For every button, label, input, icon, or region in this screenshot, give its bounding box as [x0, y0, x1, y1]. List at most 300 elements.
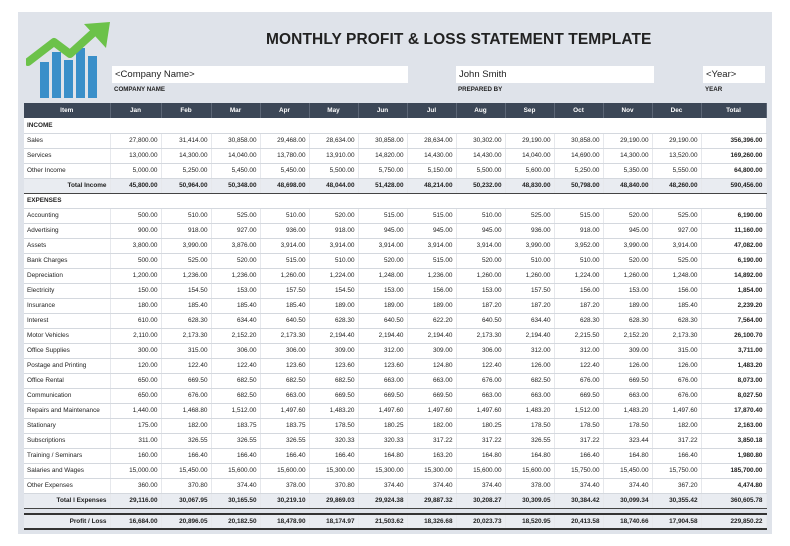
- month-value-cell[interactable]: 374.40: [554, 478, 603, 493]
- month-value-cell[interactable]: 628.30: [554, 313, 603, 328]
- month-value-cell[interactable]: 306.00: [456, 343, 505, 358]
- row-total-cell[interactable]: 17,870.40: [701, 403, 766, 418]
- month-value-cell[interactable]: 634.40: [211, 313, 260, 328]
- month-value-cell[interactable]: 1,440.00: [110, 403, 161, 418]
- month-value-cell[interactable]: 1,468.80: [161, 403, 211, 418]
- month-value-cell[interactable]: 50,798.00: [554, 178, 603, 193]
- month-value-cell[interactable]: 1,512.00: [211, 403, 260, 418]
- month-value-cell[interactable]: 1,497.60: [358, 403, 407, 418]
- month-value-cell[interactable]: 14,300.00: [161, 148, 211, 163]
- month-value-cell[interactable]: 157.50: [260, 283, 309, 298]
- month-value-cell[interactable]: 166.40: [309, 448, 358, 463]
- month-value-cell[interactable]: 2,173.30: [456, 328, 505, 343]
- month-value-cell[interactable]: 918.00: [554, 223, 603, 238]
- month-value-cell[interactable]: 945.00: [456, 223, 505, 238]
- month-value-cell[interactable]: 311.00: [110, 433, 161, 448]
- row-total-cell[interactable]: 2,239.20: [701, 298, 766, 313]
- month-value-cell[interactable]: 515.00: [407, 253, 456, 268]
- month-value-cell[interactable]: 525.00: [211, 208, 260, 223]
- month-value-cell[interactable]: 5,250.00: [161, 163, 211, 178]
- year-field[interactable]: <Year>: [703, 66, 765, 83]
- month-value-cell[interactable]: 29,887.32: [407, 493, 456, 508]
- month-value-cell[interactable]: 1,497.60: [407, 403, 456, 418]
- row-label[interactable]: Other Expenses: [24, 478, 110, 493]
- month-value-cell[interactable]: 30,355.42: [652, 493, 701, 508]
- month-value-cell[interactable]: 520.00: [309, 208, 358, 223]
- month-value-cell[interactable]: 29,116.00: [110, 493, 161, 508]
- row-label[interactable]: Repairs and Maintenance: [24, 403, 110, 418]
- month-value-cell[interactable]: 520.00: [456, 253, 505, 268]
- month-value-cell[interactable]: 178.50: [603, 418, 652, 433]
- month-value-cell[interactable]: 520.00: [603, 253, 652, 268]
- month-value-cell[interactable]: 2,173.30: [161, 328, 211, 343]
- month-value-cell[interactable]: 2,194.40: [407, 328, 456, 343]
- month-value-cell[interactable]: 28,634.00: [309, 133, 358, 148]
- month-value-cell[interactable]: 2,152.20: [603, 328, 652, 343]
- month-value-cell[interactable]: 640.50: [358, 313, 407, 328]
- month-value-cell[interactable]: 927.00: [652, 223, 701, 238]
- month-value-cell[interactable]: 30,067.95: [161, 493, 211, 508]
- month-value-cell[interactable]: 50,232.00: [456, 178, 505, 193]
- month-value-cell[interactable]: 663.00: [260, 388, 309, 403]
- row-label[interactable]: Bank Charges: [24, 253, 110, 268]
- row-label[interactable]: Stationary: [24, 418, 110, 433]
- month-value-cell[interactable]: 370.80: [161, 478, 211, 493]
- row-total-cell[interactable]: 169,260.00: [701, 148, 766, 163]
- month-value-cell[interactable]: 650.00: [110, 373, 161, 388]
- month-value-cell[interactable]: 515.00: [407, 208, 456, 223]
- month-value-cell[interactable]: 153.00: [211, 283, 260, 298]
- month-value-cell[interactable]: 29,190.00: [652, 133, 701, 148]
- month-value-cell[interactable]: 153.00: [358, 283, 407, 298]
- month-value-cell[interactable]: 164.80: [456, 448, 505, 463]
- month-value-cell[interactable]: 126.00: [505, 358, 554, 373]
- month-value-cell[interactable]: 628.30: [309, 313, 358, 328]
- month-value-cell[interactable]: 312.00: [554, 343, 603, 358]
- month-value-cell[interactable]: 374.40: [211, 478, 260, 493]
- month-value-cell[interactable]: 123.60: [309, 358, 358, 373]
- month-value-cell[interactable]: 374.40: [456, 478, 505, 493]
- month-value-cell[interactable]: 2,194.40: [358, 328, 407, 343]
- month-value-cell[interactable]: 2,110.00: [110, 328, 161, 343]
- month-value-cell[interactable]: 29,468.00: [260, 133, 309, 148]
- month-value-cell[interactable]: 27,800.00: [110, 133, 161, 148]
- month-value-cell[interactable]: 1,497.60: [456, 403, 505, 418]
- month-value-cell[interactable]: 682.50: [211, 373, 260, 388]
- month-value-cell[interactable]: 156.00: [652, 283, 701, 298]
- month-value-cell[interactable]: 189.00: [358, 298, 407, 313]
- month-value-cell[interactable]: 1,200.00: [110, 268, 161, 283]
- month-value-cell[interactable]: 20,896.05: [161, 514, 211, 529]
- month-value-cell[interactable]: 650.00: [110, 388, 161, 403]
- month-value-cell[interactable]: 640.50: [260, 313, 309, 328]
- month-value-cell[interactable]: 945.00: [603, 223, 652, 238]
- month-value-cell[interactable]: 309.00: [603, 343, 652, 358]
- month-value-cell[interactable]: 15,450.00: [161, 463, 211, 478]
- month-value-cell[interactable]: 14,040.00: [505, 148, 554, 163]
- month-value-cell[interactable]: 1,224.00: [309, 268, 358, 283]
- month-value-cell[interactable]: 374.40: [603, 478, 652, 493]
- month-value-cell[interactable]: 669.50: [554, 388, 603, 403]
- month-value-cell[interactable]: 5,150.00: [407, 163, 456, 178]
- month-value-cell[interactable]: 320.33: [358, 433, 407, 448]
- month-value-cell[interactable]: 320.33: [309, 433, 358, 448]
- row-total-cell[interactable]: 64,800.00: [701, 163, 766, 178]
- month-value-cell[interactable]: 187.20: [456, 298, 505, 313]
- row-total-cell[interactable]: 1,483.20: [701, 358, 766, 373]
- month-value-cell[interactable]: 14,690.00: [554, 148, 603, 163]
- month-value-cell[interactable]: 126.00: [652, 358, 701, 373]
- month-value-cell[interactable]: 15,600.00: [505, 463, 554, 478]
- prepared-by-field[interactable]: John Smith: [456, 66, 654, 83]
- row-label[interactable]: Total l Expenses: [24, 493, 110, 508]
- month-value-cell[interactable]: 326.55: [260, 433, 309, 448]
- month-value-cell[interactable]: 30,165.50: [211, 493, 260, 508]
- month-value-cell[interactable]: 669.50: [309, 388, 358, 403]
- month-value-cell[interactable]: 15,300.00: [358, 463, 407, 478]
- month-value-cell[interactable]: 3,952.00: [554, 238, 603, 253]
- month-value-cell[interactable]: 315.00: [652, 343, 701, 358]
- row-label[interactable]: Electricity: [24, 283, 110, 298]
- month-value-cell[interactable]: 122.40: [456, 358, 505, 373]
- month-value-cell[interactable]: 927.00: [211, 223, 260, 238]
- month-value-cell[interactable]: 610.00: [110, 313, 161, 328]
- month-value-cell[interactable]: 515.00: [358, 208, 407, 223]
- month-value-cell[interactable]: 5,450.00: [260, 163, 309, 178]
- row-total-cell[interactable]: 1,980.80: [701, 448, 766, 463]
- month-value-cell[interactable]: 15,600.00: [211, 463, 260, 478]
- month-value-cell[interactable]: 29,190.00: [603, 133, 652, 148]
- month-value-cell[interactable]: 15,300.00: [407, 463, 456, 478]
- month-value-cell[interactable]: 150.00: [110, 283, 161, 298]
- month-value-cell[interactable]: 1,236.00: [407, 268, 456, 283]
- month-value-cell[interactable]: 3,914.00: [260, 238, 309, 253]
- month-value-cell[interactable]: 945.00: [407, 223, 456, 238]
- month-value-cell[interactable]: 936.00: [505, 223, 554, 238]
- month-value-cell[interactable]: 500.00: [110, 208, 161, 223]
- month-value-cell[interactable]: 326.55: [505, 433, 554, 448]
- month-value-cell[interactable]: 3,876.00: [211, 238, 260, 253]
- row-total-cell[interactable]: 356,396.00: [701, 133, 766, 148]
- month-value-cell[interactable]: 309.00: [407, 343, 456, 358]
- month-value-cell[interactable]: 312.00: [358, 343, 407, 358]
- month-value-cell[interactable]: 5,000.00: [110, 163, 161, 178]
- month-value-cell[interactable]: 1,248.00: [652, 268, 701, 283]
- month-value-cell[interactable]: 182.00: [161, 418, 211, 433]
- month-value-cell[interactable]: 18,520.95: [505, 514, 554, 529]
- month-value-cell[interactable]: 2,152.20: [211, 328, 260, 343]
- month-value-cell[interactable]: 178.50: [505, 418, 554, 433]
- month-value-cell[interactable]: 525.00: [161, 253, 211, 268]
- month-value-cell[interactable]: 5,250.00: [554, 163, 603, 178]
- month-value-cell[interactable]: 5,500.00: [309, 163, 358, 178]
- month-value-cell[interactable]: 1,260.00: [603, 268, 652, 283]
- month-value-cell[interactable]: 166.40: [554, 448, 603, 463]
- row-total-cell[interactable]: 590,456.00: [701, 178, 766, 193]
- month-value-cell[interactable]: 3,914.00: [652, 238, 701, 253]
- month-value-cell[interactable]: 1,483.20: [603, 403, 652, 418]
- month-value-cell[interactable]: 153.00: [603, 283, 652, 298]
- month-value-cell[interactable]: 18,478.90: [260, 514, 309, 529]
- row-total-cell[interactable]: 47,082.00: [701, 238, 766, 253]
- month-value-cell[interactable]: 30,309.05: [505, 493, 554, 508]
- month-value-cell[interactable]: 663.00: [505, 388, 554, 403]
- month-value-cell[interactable]: 16,684.00: [110, 514, 161, 529]
- month-value-cell[interactable]: 525.00: [652, 253, 701, 268]
- month-value-cell[interactable]: 326.55: [211, 433, 260, 448]
- month-value-cell[interactable]: 15,300.00: [309, 463, 358, 478]
- month-value-cell[interactable]: 510.00: [456, 208, 505, 223]
- month-value-cell[interactable]: 20,182.50: [211, 514, 260, 529]
- month-value-cell[interactable]: 1,497.60: [260, 403, 309, 418]
- row-total-cell[interactable]: 3,711.00: [701, 343, 766, 358]
- row-total-cell[interactable]: 185,700.00: [701, 463, 766, 478]
- month-value-cell[interactable]: 185.40: [652, 298, 701, 313]
- month-value-cell[interactable]: 1,483.20: [505, 403, 554, 418]
- month-value-cell[interactable]: 525.00: [652, 208, 701, 223]
- month-value-cell[interactable]: 5,500.00: [456, 163, 505, 178]
- month-value-cell[interactable]: 156.00: [554, 283, 603, 298]
- month-value-cell[interactable]: 510.00: [554, 253, 603, 268]
- month-value-cell[interactable]: 178.50: [554, 418, 603, 433]
- month-value-cell[interactable]: 157.50: [505, 283, 554, 298]
- row-label[interactable]: Training / Seminars: [24, 448, 110, 463]
- month-value-cell[interactable]: 180.00: [110, 298, 161, 313]
- month-value-cell[interactable]: 326.55: [161, 433, 211, 448]
- month-value-cell[interactable]: 15,000.00: [110, 463, 161, 478]
- month-value-cell[interactable]: 1,248.00: [358, 268, 407, 283]
- month-value-cell[interactable]: 370.80: [309, 478, 358, 493]
- row-total-cell[interactable]: 26,100.70: [701, 328, 766, 343]
- month-value-cell[interactable]: 374.40: [407, 478, 456, 493]
- month-value-cell[interactable]: 14,820.00: [358, 148, 407, 163]
- month-value-cell[interactable]: 48,214.00: [407, 178, 456, 193]
- month-value-cell[interactable]: 1,260.00: [456, 268, 505, 283]
- month-value-cell[interactable]: 669.50: [407, 388, 456, 403]
- month-value-cell[interactable]: 300.00: [110, 343, 161, 358]
- month-value-cell[interactable]: 515.00: [260, 253, 309, 268]
- month-value-cell[interactable]: 3,914.00: [407, 238, 456, 253]
- month-value-cell[interactable]: 676.00: [456, 373, 505, 388]
- month-value-cell[interactable]: 628.30: [652, 313, 701, 328]
- month-value-cell[interactable]: 183.75: [260, 418, 309, 433]
- row-label[interactable]: Insurance: [24, 298, 110, 313]
- month-value-cell[interactable]: 323.44: [603, 433, 652, 448]
- month-value-cell[interactable]: 682.50: [211, 388, 260, 403]
- month-value-cell[interactable]: 154.50: [161, 283, 211, 298]
- month-value-cell[interactable]: 5,750.00: [358, 163, 407, 178]
- month-value-cell[interactable]: 48,260.00: [652, 178, 701, 193]
- month-value-cell[interactable]: 122.40: [211, 358, 260, 373]
- month-value-cell[interactable]: 178.50: [309, 418, 358, 433]
- month-value-cell[interactable]: 640.50: [456, 313, 505, 328]
- row-total-cell[interactable]: 8,027.50: [701, 388, 766, 403]
- month-value-cell[interactable]: 663.00: [456, 388, 505, 403]
- row-total-cell[interactable]: 2,163.00: [701, 418, 766, 433]
- month-value-cell[interactable]: 3,990.00: [161, 238, 211, 253]
- month-value-cell[interactable]: 183.75: [211, 418, 260, 433]
- month-value-cell[interactable]: 5,350.00: [603, 163, 652, 178]
- month-value-cell[interactable]: 180.25: [456, 418, 505, 433]
- month-value-cell[interactable]: 367.20: [652, 478, 701, 493]
- month-value-cell[interactable]: 936.00: [260, 223, 309, 238]
- month-value-cell[interactable]: 18,740.66: [603, 514, 652, 529]
- month-value-cell[interactable]: 1,260.00: [260, 268, 309, 283]
- row-label[interactable]: Other Income: [24, 163, 110, 178]
- month-value-cell[interactable]: 123.60: [260, 358, 309, 373]
- row-label[interactable]: Services: [24, 148, 110, 163]
- row-label[interactable]: Motor Vehicles: [24, 328, 110, 343]
- month-value-cell[interactable]: 18,174.97: [309, 514, 358, 529]
- row-total-cell[interactable]: 8,073.00: [701, 373, 766, 388]
- row-label[interactable]: Depreciation: [24, 268, 110, 283]
- month-value-cell[interactable]: 166.40: [211, 448, 260, 463]
- month-value-cell[interactable]: 156.00: [407, 283, 456, 298]
- company-name-field[interactable]: <Company Name>: [112, 66, 408, 83]
- month-value-cell[interactable]: 2,194.40: [309, 328, 358, 343]
- month-value-cell[interactable]: 163.20: [407, 448, 456, 463]
- month-value-cell[interactable]: 1,497.60: [652, 403, 701, 418]
- row-label[interactable]: Advertising: [24, 223, 110, 238]
- month-value-cell[interactable]: 628.30: [603, 313, 652, 328]
- month-value-cell[interactable]: 515.00: [554, 208, 603, 223]
- month-value-cell[interactable]: 30,384.42: [554, 493, 603, 508]
- month-value-cell[interactable]: 30,858.00: [211, 133, 260, 148]
- row-total-cell[interactable]: 11,160.00: [701, 223, 766, 238]
- month-value-cell[interactable]: 185.40: [211, 298, 260, 313]
- month-value-cell[interactable]: 3,914.00: [358, 238, 407, 253]
- month-value-cell[interactable]: 2,215.50: [554, 328, 603, 343]
- month-value-cell[interactable]: 3,800.00: [110, 238, 161, 253]
- month-value-cell[interactable]: 164.80: [603, 448, 652, 463]
- month-value-cell[interactable]: 29,190.00: [505, 133, 554, 148]
- month-value-cell[interactable]: 14,430.00: [407, 148, 456, 163]
- row-total-cell[interactable]: 6,190.00: [701, 253, 766, 268]
- month-value-cell[interactable]: 3,914.00: [456, 238, 505, 253]
- row-total-cell[interactable]: 14,892.00: [701, 268, 766, 283]
- row-label[interactable]: Subscriptions: [24, 433, 110, 448]
- month-value-cell[interactable]: 520.00: [603, 208, 652, 223]
- month-value-cell[interactable]: 175.00: [110, 418, 161, 433]
- month-value-cell[interactable]: 48,698.00: [260, 178, 309, 193]
- month-value-cell[interactable]: 682.50: [260, 373, 309, 388]
- month-value-cell[interactable]: 189.00: [407, 298, 456, 313]
- month-value-cell[interactable]: 13,000.00: [110, 148, 161, 163]
- row-label[interactable]: Sales: [24, 133, 110, 148]
- month-value-cell[interactable]: 510.00: [260, 208, 309, 223]
- month-value-cell[interactable]: 628.30: [161, 313, 211, 328]
- month-value-cell[interactable]: 180.25: [358, 418, 407, 433]
- month-value-cell[interactable]: 13,520.00: [652, 148, 701, 163]
- month-value-cell[interactable]: 317.22: [554, 433, 603, 448]
- month-value-cell[interactable]: 374.40: [358, 478, 407, 493]
- month-value-cell[interactable]: 166.40: [161, 448, 211, 463]
- month-value-cell[interactable]: 15,600.00: [456, 463, 505, 478]
- row-total-cell[interactable]: 360,605.78: [701, 493, 766, 508]
- month-value-cell[interactable]: 153.00: [456, 283, 505, 298]
- month-value-cell[interactable]: 1,224.00: [554, 268, 603, 283]
- month-value-cell[interactable]: 510.00: [505, 253, 554, 268]
- month-value-cell[interactable]: 14,300.00: [603, 148, 652, 163]
- row-label[interactable]: Accounting: [24, 208, 110, 223]
- month-value-cell[interactable]: 15,750.00: [554, 463, 603, 478]
- month-value-cell[interactable]: 160.00: [110, 448, 161, 463]
- month-value-cell[interactable]: 122.40: [554, 358, 603, 373]
- row-total-cell[interactable]: 229,850.22: [701, 514, 766, 529]
- month-value-cell[interactable]: 682.50: [505, 373, 554, 388]
- month-value-cell[interactable]: 510.00: [309, 253, 358, 268]
- month-value-cell[interactable]: 1,236.00: [161, 268, 211, 283]
- row-total-cell[interactable]: 4,474.80: [701, 478, 766, 493]
- month-value-cell[interactable]: 945.00: [358, 223, 407, 238]
- month-value-cell[interactable]: 309.00: [309, 343, 358, 358]
- month-value-cell[interactable]: 182.00: [407, 418, 456, 433]
- month-value-cell[interactable]: 30,858.00: [554, 133, 603, 148]
- month-value-cell[interactable]: 187.20: [505, 298, 554, 313]
- month-value-cell[interactable]: 122.40: [161, 358, 211, 373]
- month-value-cell[interactable]: 30,858.00: [358, 133, 407, 148]
- month-value-cell[interactable]: 50,964.00: [161, 178, 211, 193]
- month-value-cell[interactable]: 317.22: [652, 433, 701, 448]
- month-value-cell[interactable]: 669.50: [161, 373, 211, 388]
- row-total-cell[interactable]: 3,850.18: [701, 433, 766, 448]
- month-value-cell[interactable]: 120.00: [110, 358, 161, 373]
- month-value-cell[interactable]: 306.00: [260, 343, 309, 358]
- row-label[interactable]: Office Rental: [24, 373, 110, 388]
- month-value-cell[interactable]: 312.00: [505, 343, 554, 358]
- month-value-cell[interactable]: 45,800.00: [110, 178, 161, 193]
- row-label[interactable]: Communication: [24, 388, 110, 403]
- month-value-cell[interactable]: 1,260.00: [505, 268, 554, 283]
- month-value-cell[interactable]: 900.00: [110, 223, 161, 238]
- month-value-cell[interactable]: 520.00: [358, 253, 407, 268]
- month-value-cell[interactable]: 15,450.00: [603, 463, 652, 478]
- month-value-cell[interactable]: 166.40: [652, 448, 701, 463]
- month-value-cell[interactable]: 189.00: [309, 298, 358, 313]
- month-value-cell[interactable]: 29,924.38: [358, 493, 407, 508]
- month-value-cell[interactable]: 663.00: [407, 373, 456, 388]
- month-value-cell[interactable]: 29,869.03: [309, 493, 358, 508]
- month-value-cell[interactable]: 525.00: [505, 208, 554, 223]
- month-value-cell[interactable]: 669.50: [358, 388, 407, 403]
- month-value-cell[interactable]: 1,236.00: [211, 268, 260, 283]
- month-value-cell[interactable]: 520.00: [211, 253, 260, 268]
- month-value-cell[interactable]: 315.00: [161, 343, 211, 358]
- month-value-cell[interactable]: 378.00: [505, 478, 554, 493]
- month-value-cell[interactable]: 48,830.00: [505, 178, 554, 193]
- row-label[interactable]: Salaries and Wages: [24, 463, 110, 478]
- month-value-cell[interactable]: 5,600.00: [505, 163, 554, 178]
- month-value-cell[interactable]: 5,550.00: [652, 163, 701, 178]
- month-value-cell[interactable]: 1,483.20: [309, 403, 358, 418]
- month-value-cell[interactable]: 500.00: [110, 253, 161, 268]
- month-value-cell[interactable]: 30,219.10: [260, 493, 309, 508]
- month-value-cell[interactable]: 317.22: [407, 433, 456, 448]
- row-label[interactable]: Postage and Printing: [24, 358, 110, 373]
- month-value-cell[interactable]: 360.00: [110, 478, 161, 493]
- row-total-cell[interactable]: 7,564.00: [701, 313, 766, 328]
- month-value-cell[interactable]: 918.00: [309, 223, 358, 238]
- row-label[interactable]: Profit / Loss: [24, 514, 110, 529]
- month-value-cell[interactable]: 50,348.00: [211, 178, 260, 193]
- month-value-cell[interactable]: 20,023.73: [456, 514, 505, 529]
- month-value-cell[interactable]: 676.00: [652, 388, 701, 403]
- month-value-cell[interactable]: 30,208.27: [456, 493, 505, 508]
- month-value-cell[interactable]: 14,430.00: [456, 148, 505, 163]
- month-value-cell[interactable]: 154.50: [309, 283, 358, 298]
- month-value-cell[interactable]: 20,413.58: [554, 514, 603, 529]
- month-value-cell[interactable]: 51,428.00: [358, 178, 407, 193]
